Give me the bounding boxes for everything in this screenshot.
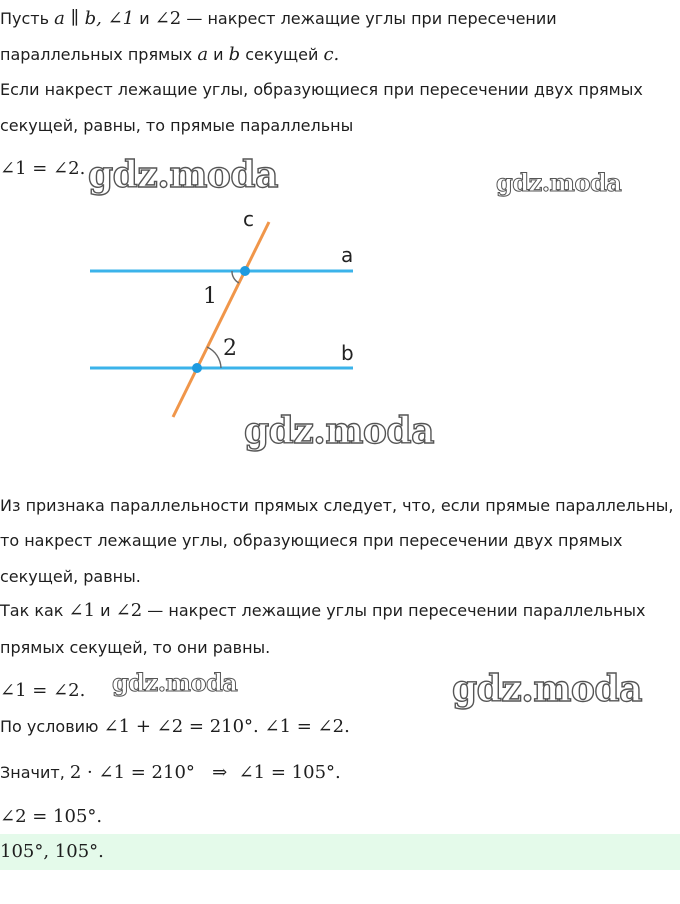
answer-text: 105°, 105°. <box>0 841 104 862</box>
intro-equation <box>0 158 85 179</box>
watermark-logo: gdz.moda <box>244 410 434 452</box>
angle-1-arc <box>232 271 239 283</box>
intro-line-1 <box>0 8 557 29</box>
math-c: c. <box>323 44 340 65</box>
math-angle-2: ∠2 <box>115 600 143 621</box>
label-c: c <box>243 207 254 231</box>
body-line-1: Из признака параллельности прямых следует, что, если прямые параллельны, <box>0 496 674 515</box>
body-text: и <box>95 601 116 620</box>
body-text: — накрест лежащие углы при пересечении параллельных <box>142 601 646 620</box>
body-line-5: прямых секущей, то они равны. <box>0 638 271 657</box>
equation-2 <box>0 806 102 827</box>
body-text: По условию <box>0 717 104 736</box>
label-b: b <box>341 341 354 365</box>
answer-box <box>0 834 680 870</box>
math-solution: 2 · ∠1 = 210° ⇒ ∠1 = 105°. <box>69 762 341 783</box>
math-condition: ∠1 + ∠2 = 210°. ∠1 = ∠2. <box>103 716 350 737</box>
body-line-2: то накрест лежащие углы, образующиеся при пересечении двух прямых <box>0 531 623 550</box>
math-angle-2-value: ∠2 = 105°. <box>0 806 103 827</box>
watermark-logo: gdz.moda <box>496 168 622 197</box>
body-text: Так как <box>0 601 69 620</box>
intersection-point-b <box>192 363 202 373</box>
angle-2-label: 2 <box>223 336 237 361</box>
intro-line-2 <box>0 44 339 65</box>
math-parallel: a ∥ b, ∠1 <box>54 8 135 29</box>
body-line-3: секущей, равны. <box>0 567 141 586</box>
math-angle-equality: ∠1 = ∠2. <box>0 680 86 701</box>
watermark-logo: gdz.moda <box>112 668 238 697</box>
intro-text: секущей <box>240 45 324 64</box>
angle-2-arc <box>207 347 221 368</box>
angle-1-label: 1 <box>203 284 217 309</box>
intro-text: параллельных прямых <box>0 45 198 64</box>
math-angle-equality: ∠1 = ∠2. <box>0 158 86 179</box>
math-b: b <box>228 44 241 65</box>
intro-line-3: Если накрест лежащие углы, образующиеся при пересечении двух прямых <box>0 80 643 99</box>
intro-text: Пусть <box>0 9 55 28</box>
parallel-lines-diagram <box>0 200 400 430</box>
intro-text: и <box>134 9 155 28</box>
math-a: a <box>197 44 209 65</box>
secant-c <box>173 222 269 417</box>
intro-text: и <box>208 45 229 64</box>
body-text: Значит, <box>0 763 70 782</box>
watermark-logo: gdz.moda <box>452 668 642 710</box>
hence-line <box>0 762 341 783</box>
intro-text: — накрест лежащие углы при пересечении <box>181 9 557 28</box>
condition-line <box>0 716 350 737</box>
body-line-4 <box>0 600 645 621</box>
equation-1 <box>0 680 85 701</box>
math-angle-1: ∠1 <box>68 600 96 621</box>
intro-line-4: секущей, равны, то прямые параллельны <box>0 116 354 135</box>
intersection-point-a <box>240 266 250 276</box>
label-a: a <box>341 243 354 267</box>
math-angle-2: ∠2 <box>154 8 182 29</box>
watermark-logo: gdz.moda <box>88 154 278 196</box>
